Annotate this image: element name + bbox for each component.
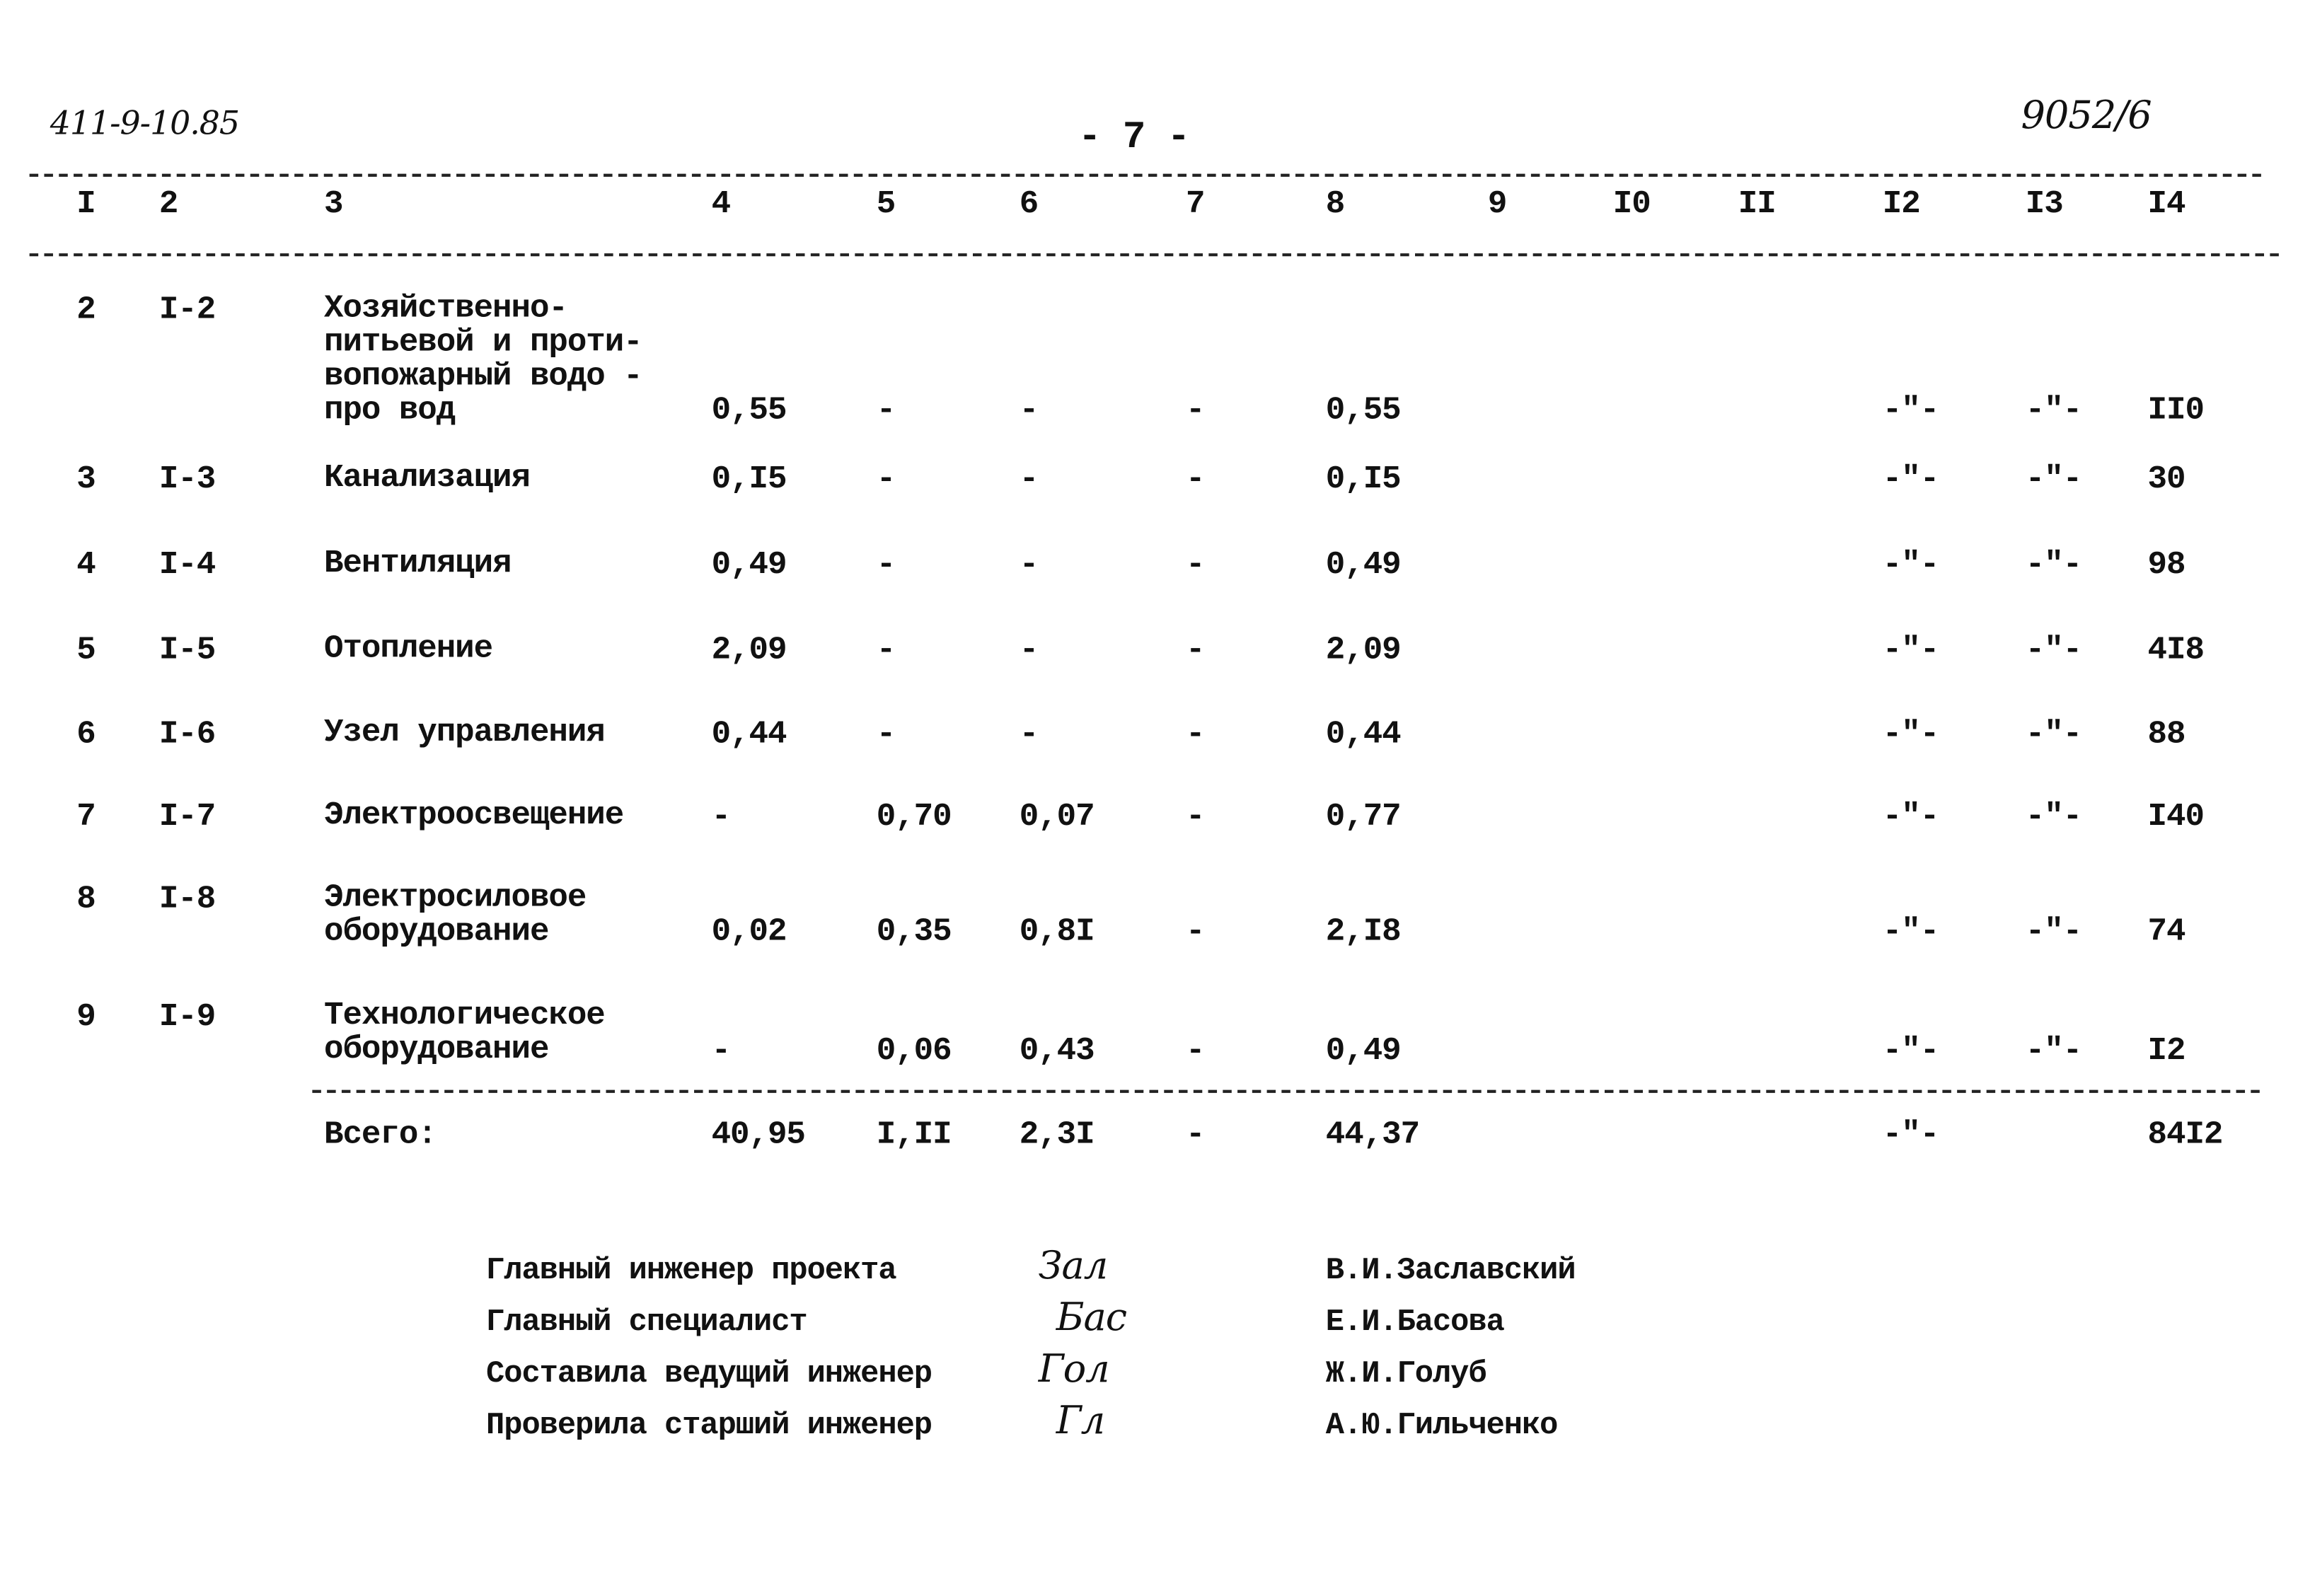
page-number: - 7 - [1078,115,1190,159]
column-header-14: I4 [2147,185,2186,223]
cell-c7: - [1186,391,1205,429]
column-header-8: 8 [1325,185,1345,223]
row-name [324,716,605,750]
cell-c5: 0,06 [876,1032,952,1070]
cell-c4: 0,44 [711,715,787,753]
handwritten-signature: Гл [1056,1399,1105,1444]
row-name [324,461,530,495]
total-c12: -"- [1882,1116,1939,1154]
row-number: 6 [76,715,96,753]
row-code: I-5 [158,632,216,669]
cell-c6: - [1019,546,1039,584]
cell-c4: - [711,1032,731,1070]
cell-c12: -"- [1882,391,1939,429]
total-c4: 40,95 [711,1116,805,1154]
cell-c6: 0,07 [1019,798,1095,835]
column-header-6: 6 [1019,185,1039,223]
cell-c6: 0,8I [1019,913,1095,950]
cell-c13: -"- [2025,546,2082,584]
row-code: I-2 [158,291,216,329]
cell-c13: -"- [2025,913,2082,950]
cell-c7: - [1186,798,1205,835]
cell-c13: -"- [2025,461,2082,498]
cell-c7: - [1186,715,1205,753]
cell-c6: - [1019,632,1039,669]
cell-c12: -"- [1882,1032,1939,1070]
handwritten-signature: Бас [1056,1296,1127,1341]
cell-c6: - [1019,715,1039,753]
cell-c4: 0,02 [711,913,787,950]
cell-c13: -"- [2025,632,2082,669]
row-name-line: оборудование [324,1031,549,1068]
column-header-4: 4 [711,185,731,223]
row-name [324,546,511,580]
column-header-2: 2 [158,185,178,223]
row-name-line: Канализация [324,459,530,497]
signatory-role: Главный инженер проекта [486,1254,896,1289]
row-number: 4 [76,546,96,584]
column-header-11: II [1738,185,1776,223]
row-name-line: Хозяйственно- [324,290,567,328]
row-name-line: Электроосвещение [324,797,624,834]
row-code: I-8 [158,881,216,918]
cell-c13: -"- [2025,391,2082,429]
signatory-role: Составила ведущий инженер [486,1358,932,1392]
cell-c8: 0,44 [1325,715,1401,753]
row-name-line: Технологическое [324,997,605,1034]
cell-c7: - [1186,632,1205,669]
cell-c5: 0,70 [876,798,952,835]
signatory-role: Проверила старший инженер [486,1409,932,1444]
total-label: Всего: [324,1116,437,1154]
cell-c14: 98 [2147,546,2186,584]
signatory-name: А.Ю.Гильченко [1325,1409,1558,1444]
cell-c5: - [876,391,896,429]
row-code: I-3 [158,461,216,498]
cell-c5: 0,35 [876,913,952,950]
cell-c5: - [876,632,896,669]
cell-c7: - [1186,913,1205,950]
row-name-line: Электросиловое [324,879,587,917]
cell-c13: -"- [2025,798,2082,835]
cell-c4: 2,09 [711,632,787,669]
cell-c13: -"- [2025,1032,2082,1070]
cell-c4: - [711,798,731,835]
row-number: 2 [76,291,96,329]
row-number: 8 [76,881,96,918]
row-name-line: Вентиляция [324,545,512,582]
total-c8: 44,37 [1325,1116,1420,1154]
cell-c5: - [876,715,896,753]
header-top-rule [30,174,2261,177]
cell-c14: II0 [2147,391,2204,429]
cell-c14: 30 [2147,461,2186,498]
cell-c6: 0,43 [1019,1032,1095,1070]
column-header-5: 5 [876,185,896,223]
row-number: 5 [76,632,96,669]
cell-c6: - [1019,391,1039,429]
row-name-line: Узел управления [324,714,605,751]
row-code: I-4 [158,546,216,584]
cell-c14: I40 [2147,798,2204,835]
row-number: 7 [76,798,96,835]
sheet-reference: 9052/6 [2021,94,2152,139]
column-header-7: 7 [1186,185,1205,223]
total-rule [312,1090,2259,1093]
cell-c8: 0,49 [1325,1032,1401,1070]
signatory-name: В.И.Заславский [1325,1254,1576,1289]
row-name [324,881,586,949]
cell-c4: 0,I5 [711,461,787,498]
row-name [324,999,605,1067]
cell-c8: 0,55 [1325,391,1401,429]
column-header-12: I2 [1882,185,1920,223]
signatory-name: Е.И.Басова [1325,1306,1504,1341]
cell-c8: 0,I5 [1325,461,1401,498]
cell-c12: -"- [1882,546,1939,584]
signatory-name: Ж.И.Голуб [1325,1358,1486,1392]
row-number: 9 [76,998,96,1036]
handwritten-signature: Гол [1038,1348,1109,1392]
cell-c5: - [876,546,896,584]
row-code: I-7 [158,798,216,835]
cell-c4: 0,55 [711,391,787,429]
cell-c4: 0,49 [711,546,787,584]
row-name [324,798,623,832]
row-name-line: Отопление [324,630,493,668]
cell-c8: 2,09 [1325,632,1401,669]
row-name-line: про вод [324,391,456,429]
total-c6: 2,3I [1019,1116,1095,1154]
cell-c5: - [876,461,896,498]
signatory-role: Главный специалист [486,1306,807,1341]
cell-c7: - [1186,461,1205,498]
total-c5: I,II [876,1116,952,1154]
cell-c12: -"- [1882,913,1939,950]
column-header-10: I0 [1612,185,1651,223]
row-name-line: оборудование [324,913,549,950]
cell-c14: 74 [2147,913,2186,950]
header-bottom-rule [30,253,2279,256]
cell-c12: -"- [1882,715,1939,753]
cell-c7: - [1186,546,1205,584]
cell-c14: I2 [2147,1032,2186,1070]
document-code: 411-9-10.85 [50,105,239,143]
cell-c13: -"- [2025,715,2082,753]
total-c7: - [1186,1116,1205,1154]
row-code: I-9 [158,998,216,1036]
cell-c8: 0,49 [1325,546,1401,584]
cell-c12: -"- [1882,461,1939,498]
row-name [324,291,642,427]
handwritten-signature: Зал [1038,1244,1108,1289]
cell-c6: - [1019,461,1039,498]
row-name-line: питьевой и проти- [324,324,642,362]
cell-c8: 0,77 [1325,798,1401,835]
row-number: 3 [76,461,96,498]
column-header-9: 9 [1487,185,1507,223]
row-name-line: вопожарный водо - [324,357,642,395]
cell-c12: -"- [1882,798,1939,835]
column-header-3: 3 [324,185,343,223]
column-header-1: I [76,185,96,223]
total-c14: 84I2 [2147,1116,2223,1154]
cell-c8: 2,I8 [1325,913,1401,950]
row-code: I-6 [158,715,216,753]
column-header-13: I3 [2025,185,2063,223]
cell-c7: - [1186,1032,1205,1070]
cell-c14: 4I8 [2147,632,2204,669]
cell-c12: -"- [1882,632,1939,669]
cell-c14: 88 [2147,715,2186,753]
row-name [324,632,492,666]
